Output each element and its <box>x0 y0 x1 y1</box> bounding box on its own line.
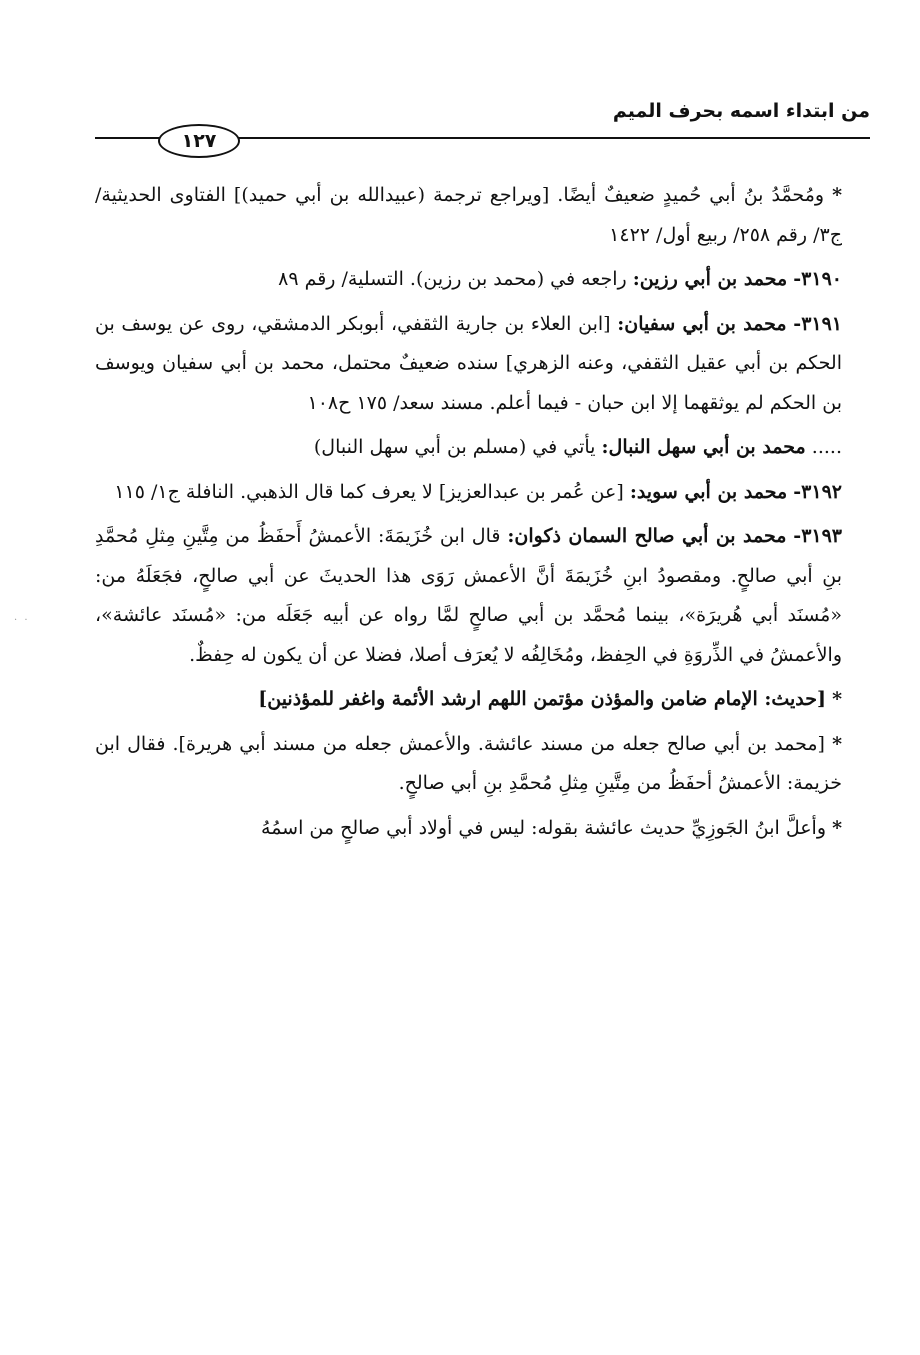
entry-text: ومُحمَّدُ بنُ أبي حُميدٍ ضعيفٌ أيضًا. [ويراجع ترجمة (عبيدالله بن أبي حميد)] الفتاوى الحديثية/ ج٣/ رقم ٢٥٨/ ربيع أول/ ١٤٢٢ <box>95 184 842 246</box>
entry-text: [عن عُمر بن عبدالعزيز] لا يعرف كما قال الذهبي. النافلة ج١/ ١١٥ <box>114 480 624 503</box>
entry-text: يأتي في (مسلم بن أبي سهل النبال) <box>313 436 596 458</box>
entry-hadith <box>95 680 870 720</box>
entry-name: محمد بن أبي صالح السمان ذكوان: <box>507 525 787 547</box>
entry-note <box>95 725 870 804</box>
entry-3193 <box>95 517 870 675</box>
entry-note <box>95 176 870 255</box>
entry-number: ٣١٩٠- <box>793 268 842 290</box>
entry-number: ٣١٩٢- <box>793 480 842 503</box>
entry-text: [ابن العلاء بن جارية الثقفي، أبوبكر الدمشقي، روى عن يوسف بن الحكم بن أبي عقيل الثقفي، وعنه الزهري] سنده ضعيفٌ محتمل، محمد بن أبي سفيان ويوسف بن الحكم لم يوثقهما إلا ابن حبان - فيما أعلم. مسند سعد/ ١٧٥ ح١٠٨ <box>95 312 842 414</box>
entry-number: ٣١٩٣- <box>793 525 843 547</box>
asterisk-marker: * <box>832 688 842 710</box>
entry-number: ٣١٩١- <box>793 312 843 335</box>
entry-cross-reference <box>95 428 870 468</box>
entry-3190 <box>95 260 870 300</box>
asterisk-marker: * <box>832 732 842 755</box>
asterisk-marker: * <box>832 816 842 839</box>
entry-text: [حديث: الإمام ضامن والمؤذن مؤتمن اللهم ارشد الأئمة واغفر للمؤذنين] <box>258 688 827 710</box>
entry-name: محمد بن أبي سفيان: <box>617 312 787 335</box>
asterisk-marker: * <box>832 184 843 206</box>
entry-prefix: ..... <box>811 436 842 458</box>
entry-note <box>95 809 870 849</box>
entry-text: [محمد بن أبي صالح جعله من مسند عائشة. والأعمش جعله من مسند أبي هريرة]. فقال ابن خزيمة: الأعمشُ أحفَظُ من مِتَّينِ مِثلِ مُحمَّدِ بنِ أبي صالحٍ. <box>95 732 842 794</box>
page-body <box>95 176 870 848</box>
entry-3192 <box>95 473 870 513</box>
entry-3191 <box>95 305 870 424</box>
running-header: من ابتداء اسمه بحرف الميم <box>612 100 870 122</box>
entry-text: وأعلَّ ابنُ الجَوزِيِّ حديث عائشة بقوله: ليس في أولاد أبي صالحٍ من اسمُهُ <box>261 816 827 839</box>
entry-name: محمد بن أبي سهل النبال: <box>601 436 806 458</box>
entry-name: محمد بن أبي رزين: <box>632 268 788 290</box>
page-number: ١٢٧ <box>158 124 240 158</box>
margin-mark: . . <box>14 612 30 623</box>
entry-text: قال ابن خُزَيمَةَ: الأعمشُ أَحفَظُ من مِتَّينِ مِثلِ مُحمَّدِ بنِ أبي صالحٍ. ومقصودُ ابنِ خُزَيمَةَ أنَّ الأعمش رَوَى هذا الحديثَ عن أبي صالحٍ، فجَعَلَهُ من: «مُسنَد أبي هُريرَة»، بينما مُحمَّد بن أبي صالحٍ لمَّا رواه عن أبيه جَعَلَه من: «مُسنَد عائشة»، والأعمشُ في الذِّروَةِ في الحِفظ، ومُخَالِفُه لا يُعرَف أصلا، فضلا عن أن يكون له حِفظٌ. <box>95 525 842 666</box>
entry-text: راجعه في (محمد بن رزين). التسلية/ رقم ٨٩ <box>278 268 627 290</box>
entry-name: محمد بن أبي سويد: <box>629 480 788 503</box>
